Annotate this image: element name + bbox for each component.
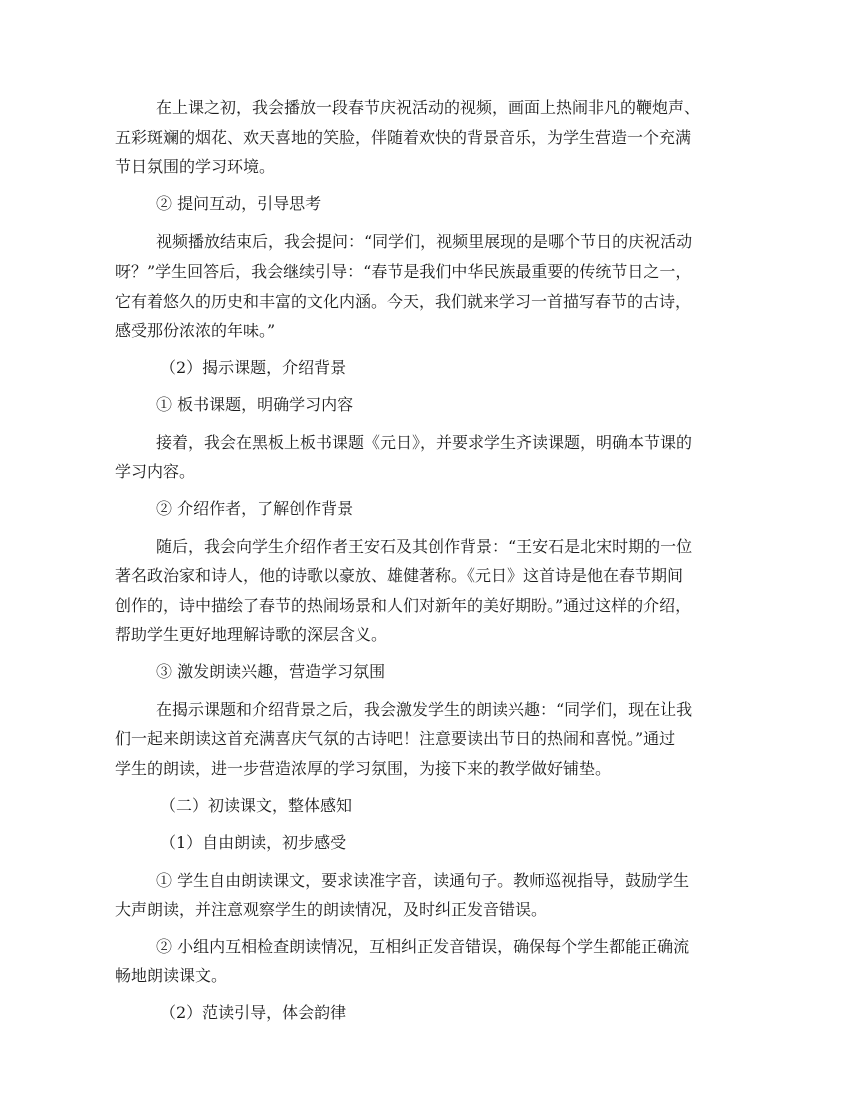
paragraph-line: 随后，我会向学生介绍作者王安石及其创作背景：“王安石是北宋时期的一位 bbox=[156, 537, 693, 556]
paragraph-line: 们一起来朗读这首充满喜庆气氛的古诗吧！注意要读出节日的热闹和喜悦。”通过 bbox=[115, 729, 676, 748]
paragraph-line: 畅地朗读课文。 bbox=[115, 966, 228, 985]
section-heading: ② 介绍作者，了解创作背景 bbox=[156, 499, 354, 518]
paragraph-line: 接着，我会在黑板上板书课题《元日》，并要求学生齐读课题，明确本节课的 bbox=[156, 433, 693, 452]
paragraph-line: 它有着悠久的历史和丰富的文化内涵。今天，我们就来学习一首描写春节的古诗， bbox=[115, 292, 692, 311]
section-heading: ③ 激发朗读兴趣，营造学习氛围 bbox=[156, 662, 386, 681]
paragraph-line: 呀？”学生回答后，我会继续引导：“春节是我们中华民族最重要的传统节日之一， bbox=[115, 262, 692, 281]
section-heading: （二）初读课文，整体感知 bbox=[160, 796, 353, 815]
paragraph-line: 帮助学生更好地理解诗歌的深层含义。 bbox=[115, 625, 388, 644]
section-heading: ① 板书课题，明确学习内容 bbox=[156, 395, 354, 414]
paragraph-line: ① 学生自由朗读课文，要求读准字音，读通句子。教师巡视指导，鼓励学生 bbox=[156, 871, 690, 890]
paragraph-line: 感受那份浓浓的年味。” bbox=[115, 321, 276, 340]
paragraph-line: 在揭示课题和介绍背景之后，我会激发学生的朗读兴趣：“同学们，现在让我 bbox=[156, 700, 693, 719]
paragraph-line: 大声朗读，并注意观察学生的朗读情况，及时纠正发音错误。 bbox=[115, 900, 548, 919]
paragraph-line: ② 小组内互相检查朗读情况，互相纠正发音错误，确保每个学生都能正确流 bbox=[156, 937, 690, 956]
paragraph-line: 学习内容。 bbox=[115, 462, 196, 481]
paragraph-line: 五彩斑斓的烟花、欢天喜地的笑脸，伴随着欢快的背景音乐，为学生营造一个充满 bbox=[115, 128, 692, 147]
section-heading: （2）揭示课题，介绍背景 bbox=[160, 358, 347, 377]
paragraph-line: 在上课之初，我会播放一段春节庆祝活动的视频，画面上热闹非凡的鞭炮声、 bbox=[156, 98, 701, 117]
section-heading: （2）范读引导，体会韵律 bbox=[160, 1003, 347, 1022]
paragraph-line: 学生的朗读，进一步营造浓厚的学习氛围，为接下来的教学做好铺垫。 bbox=[115, 759, 612, 778]
section-heading: （1）自由朗读，初步感受 bbox=[160, 833, 347, 852]
paragraph-line: 节日氛围的学习环境。 bbox=[115, 157, 276, 176]
paragraph-line: 著名政治家和诗人，他的诗歌以豪放、雄健著称。《元日》这首诗是他在春节期间 bbox=[115, 566, 684, 585]
paragraph-line: 视频播放结束后，我会提问：“同学们，视频里展现的是哪个节日的庆祝活动 bbox=[156, 232, 693, 251]
paragraph-line: 创作的，诗中描绘了春节的热闹场景和人们对新年的美好期盼。”通过这样的介绍， bbox=[115, 596, 692, 615]
section-heading: ② 提问互动，引导思考 bbox=[156, 194, 322, 213]
